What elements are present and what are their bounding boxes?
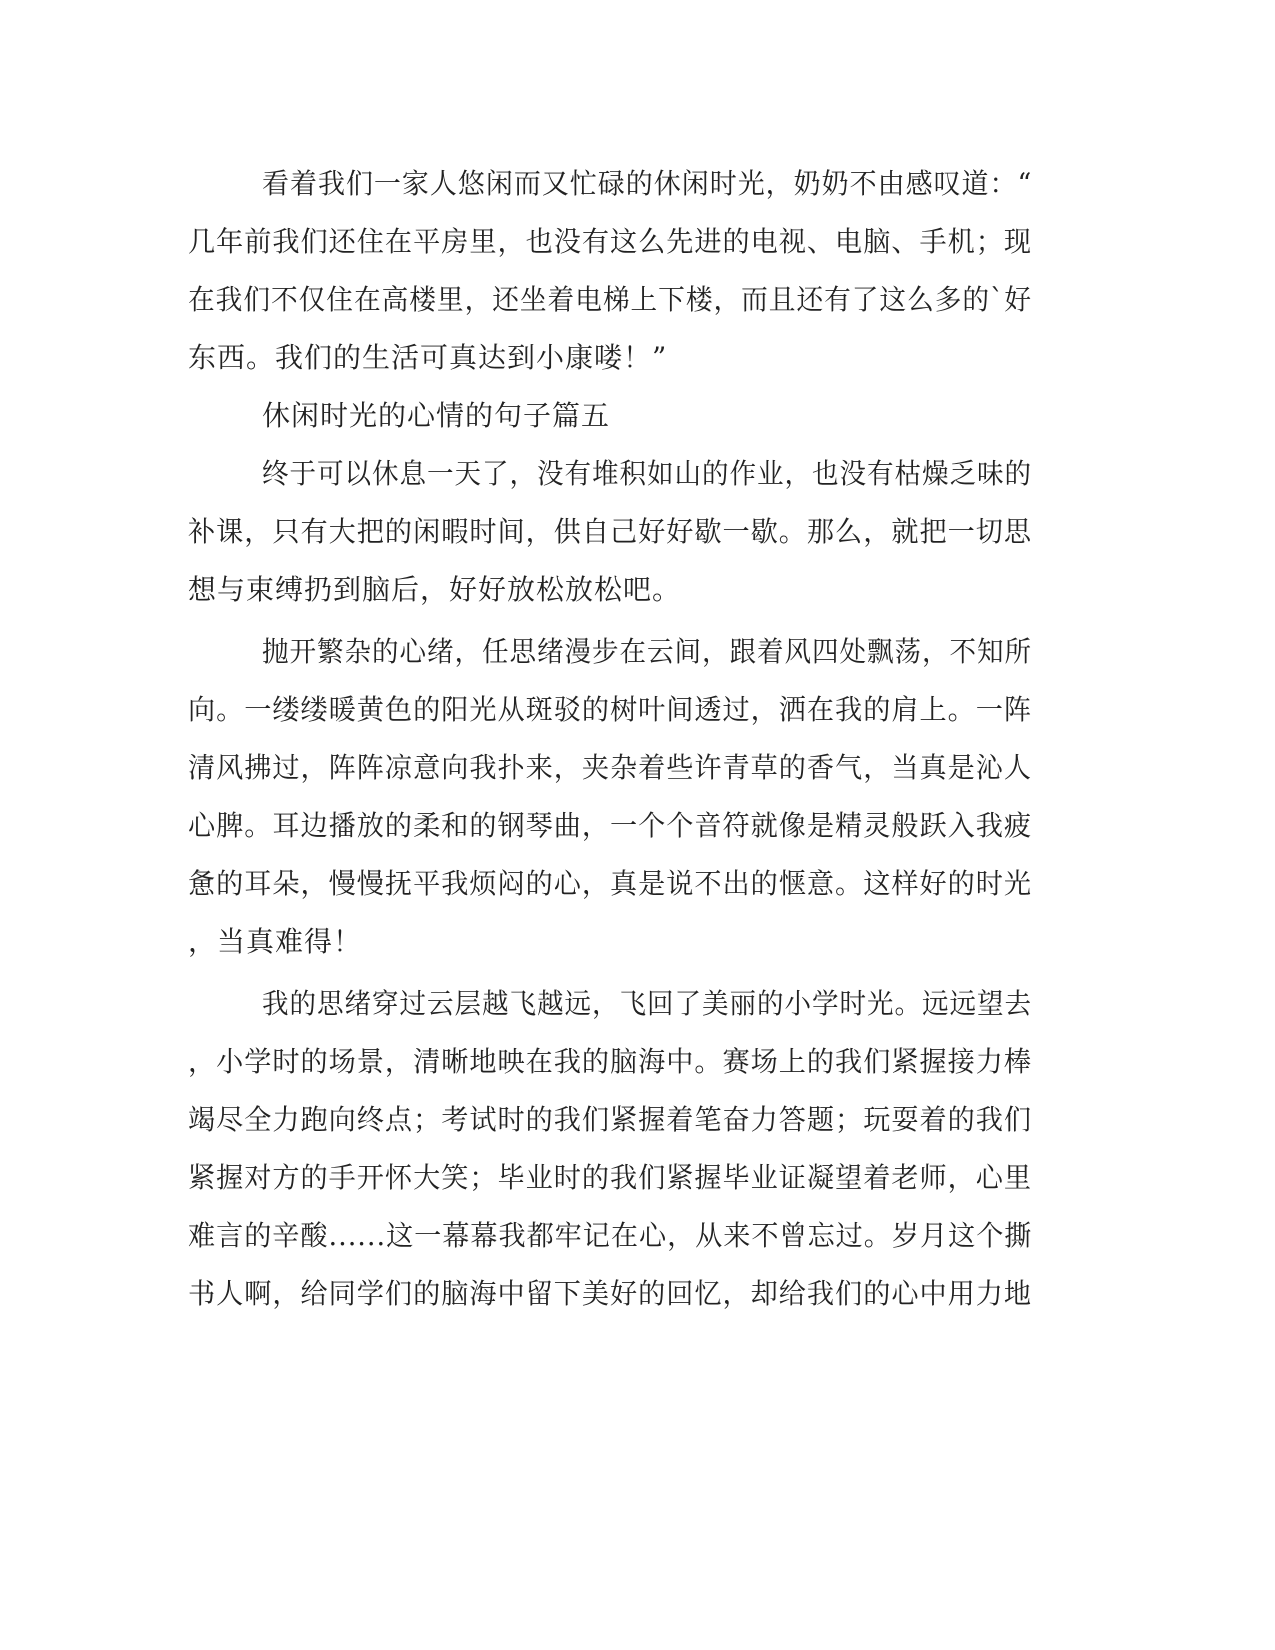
text-line: 清风拂过，阵阵凉意向我扑来，夹杂着些许青草的香气，当真是沁人	[188, 751, 1033, 784]
text-line: 惫的耳朵，慢慢抚平我烦闷的心，真是说不出的惬意。这样好的时光	[188, 867, 1033, 900]
text-line: 向。一缕缕暖黄色的阳光从斑驳的树叶间透过，洒在我的肩上。一阵	[188, 693, 1033, 726]
text-line: 补课，只有大把的闲暇时间，供自己好好歇一歇。那么，就把一切思	[188, 515, 1033, 548]
text-line: ，当真难得！	[188, 925, 363, 958]
text-line: 难言的辛酸......这一幕幕我都牢记在心，从来不曾忘过。岁月这个撕	[188, 1219, 1033, 1252]
text-line: 东西。我们的生活可真达到小康喽！”	[188, 341, 668, 374]
text-line: 我的思绪穿过云层越飞越远，飞回了美丽的小学时光。远远望去	[262, 987, 1033, 1020]
text-line: 几年前我们还住在平房里，也没有这么先进的电视、电脑、手机；现	[188, 225, 1033, 258]
text-line: 竭尽全力跑向终点；考试时的我们紧握着笔奋力答题；玩耍着的我们	[188, 1103, 1033, 1136]
text-line: 心脾。耳边播放的柔和的钢琴曲，一个个音符就像是精灵般跃入我疲	[188, 809, 1033, 842]
text-line: 抛开繁杂的心绪，任思绪漫步在云间，跟着风四处飘荡，不知所	[262, 635, 1033, 668]
text-line: 书人啊，给同学们的脑海中留下美好的回忆，却给我们的心中用力地	[188, 1277, 1033, 1310]
text-line: ，小学时的场景，清晰地映在我的脑海中。赛场上的我们紧握接力棒	[188, 1045, 1033, 1078]
text-line: 紧握对方的手开怀大笑；毕业时的我们紧握毕业证凝望着老师，心里	[188, 1161, 1033, 1194]
text-line: 想与束缚扔到脑后，好好放松放松吧。	[188, 573, 682, 606]
text-line: 在我们不仅住在高楼里，还坐着电梯上下楼，而且还有了这么多的`好	[188, 283, 1033, 316]
text-line: 看着我们一家人悠闲而又忙碌的休闲时光，奶奶不由感叹道：“	[262, 167, 1033, 200]
section-heading: 休闲时光的心情的句子篇五	[262, 399, 611, 432]
text-line: 终于可以休息一天了，没有堆积如山的作业，也没有枯燥乏味的	[262, 457, 1033, 490]
